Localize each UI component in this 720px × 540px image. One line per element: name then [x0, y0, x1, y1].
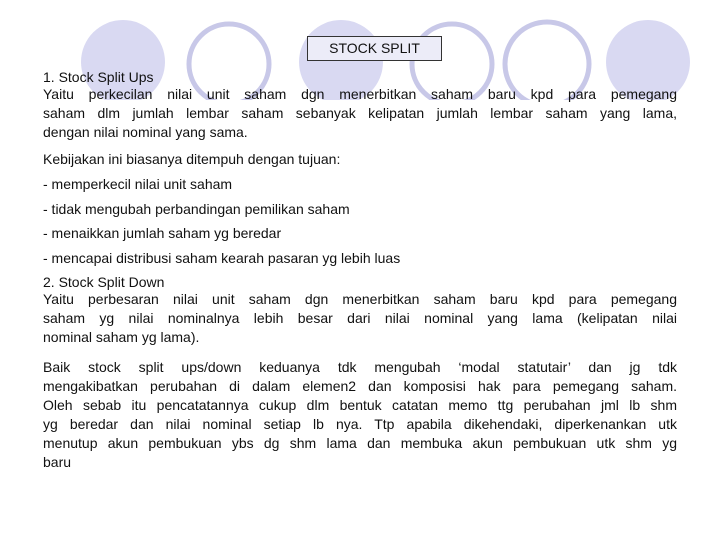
section-2-heading: 2. Stock Split Down — [43, 274, 165, 290]
text-line: dengan nilai nominal yang sama. — [43, 124, 248, 140]
section-2-definition — [43, 290, 677, 347]
text-line: nominal saham yg lama). — [43, 329, 200, 345]
text-line: Yaitu perbesaran nilai unit saham dgn menerbitkan saham baru kpd para pemegang — [43, 291, 677, 307]
slide-title: STOCK SPLIT — [307, 36, 442, 61]
text-line: saham yg nilai nominalnya lebih besar dari nilai nominal yang lama (kelipatan nilai — [43, 310, 677, 326]
list-item: - menaikkan jumlah saham yg beredar — [43, 225, 282, 241]
text-line: yg beredar dan nilai nominal setiap lb nya. Ttp apabila dikehendaki, diperkenankan utk — [43, 416, 677, 432]
list-item: - tidak mengubah perbandingan pemilikan saham — [43, 200, 350, 217]
text-line: baru — [43, 454, 72, 470]
slide-body — [43, 69, 677, 472]
text-line: mengakibatkan perubahan di dalam elemen2 dan komposisi hak para pemegang saham. — [43, 378, 677, 394]
list-item: - memperkecil nilai unit saham — [43, 176, 233, 192]
section-1-heading: 1. Stock Split Ups — [43, 69, 154, 85]
text-line: Oleh sebab itu pencatatannya cukup dlm bentuk catatan memo ttg perubahan jml lb shm — [43, 397, 677, 413]
text-line: saham dlm jumlah lembar saham sebanyak kelipatan jumlah lembar saham yang lama, — [43, 105, 677, 121]
objectives-list — [43, 172, 677, 270]
list-item: - mencapai distribusi saham kearah pasaran yg lebih luas — [43, 249, 401, 266]
objectives-intro: Kebijakan ini biasanya ditempuh dengan tujuan: — [43, 151, 341, 167]
section-1-definition — [43, 85, 677, 142]
section-2-explanation — [43, 358, 677, 472]
text-line: Yaitu perkecilan nilai unit saham dgn menerbitkan saham baru kpd para pemegang — [43, 86, 677, 102]
text-line: menutup akun pembukuan ybs dg shm lama dan membuka akun pembukuan utk shm yg — [43, 435, 677, 451]
text-line: Baik stock split ups/down keduanya tdk mengubah ‘modal statutair’ dan jg tdk — [43, 359, 677, 375]
